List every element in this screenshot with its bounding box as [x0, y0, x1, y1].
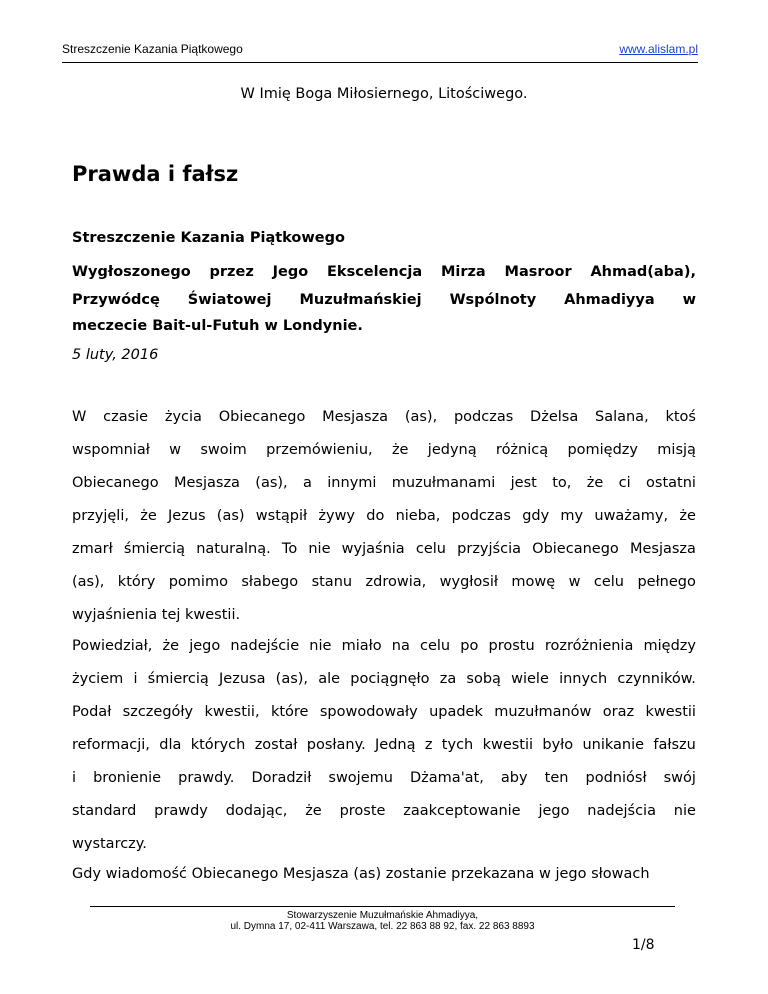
word: prawdy. — [178, 770, 235, 786]
word: Jezus — [168, 508, 206, 524]
word: rozróżnienia — [544, 638, 634, 654]
word: bronienie — [93, 770, 162, 786]
word: nie — [309, 638, 332, 654]
page-header — [62, 40, 698, 63]
word: było — [542, 737, 574, 753]
word: Jego — [272, 264, 309, 280]
word: został — [254, 737, 298, 753]
word: aby — [500, 770, 528, 786]
word: wygłosił — [439, 574, 498, 590]
word: śmiercią — [123, 541, 186, 557]
word: który — [117, 574, 156, 590]
paragraph-text: Gdy wiadomość Obiecanego Mesjasza (as) zostanie przekazana w jego słowach — [72, 866, 650, 882]
document-subtitle: Streszczenie Kazania Piątkowego — [72, 230, 345, 246]
word: (as), — [275, 671, 309, 687]
paragraph-1 — [72, 401, 696, 632]
word: wspomniał — [72, 442, 150, 458]
word: ktoś — [665, 409, 696, 425]
word: przyjścia — [457, 541, 521, 557]
word: życiem — [72, 671, 124, 687]
paragraph-line — [72, 566, 696, 599]
word: Dżama'at, — [410, 770, 484, 786]
word: standard — [72, 803, 137, 819]
word: kwestii — [482, 737, 534, 753]
word: posłany. — [306, 737, 366, 753]
word: nieba, — [395, 508, 441, 524]
header-title: Streszczenie Kazania Piątkowego — [62, 42, 243, 56]
word: Wygłoszonego — [72, 264, 191, 280]
paragraph-line — [72, 500, 696, 533]
word: w — [682, 292, 696, 308]
word: muzułmanami — [391, 475, 496, 491]
word: Jedną — [375, 737, 416, 753]
word: swojemu — [328, 770, 393, 786]
word: szczegóły — [122, 704, 194, 720]
word: Masroor — [504, 264, 572, 280]
word: jedyną — [427, 442, 477, 458]
paragraph-line — [72, 401, 696, 434]
word: prostu — [488, 638, 535, 654]
word: ci — [618, 475, 631, 491]
paragraph-line — [72, 533, 696, 566]
word: przemówieniu, — [266, 442, 373, 458]
word: Mesjasza — [629, 541, 696, 557]
word: dodając, — [225, 803, 288, 819]
word: kwestii, — [204, 704, 260, 720]
word: prawdy — [154, 803, 208, 819]
word: Mesjasza — [173, 475, 240, 491]
paragraph-line — [72, 467, 696, 500]
word: jego — [538, 803, 570, 819]
word: Jezusa — [219, 671, 266, 687]
paragraph-line — [72, 795, 696, 828]
word: wyjaśnia — [341, 541, 405, 557]
footer-address: ul. Dymna 17, 02-411 Warszawa, tel. 22 863 88 92, fax. 22 863 8893 — [230, 921, 535, 932]
word: Obiecanego — [72, 475, 159, 491]
word: Obiecanego — [218, 409, 306, 425]
word: które — [270, 704, 309, 720]
word: Przywódcę — [72, 292, 160, 308]
word: wiele — [511, 671, 549, 687]
paragraph-text: wyjaśnienia tej kwestii. — [72, 607, 241, 623]
word: uważamy, — [594, 508, 669, 524]
word: (as), — [255, 475, 288, 491]
word: gdy — [522, 508, 550, 524]
word: ten — [544, 770, 569, 786]
word: Ekscelencja — [327, 264, 423, 280]
word: oraz — [602, 704, 635, 720]
delivered-by-line-3 — [72, 318, 696, 334]
word: reformacji, — [72, 737, 150, 753]
invocation-line: W Imię Boga Miłosiernego, Litościwego. — [240, 86, 528, 102]
word: W — [72, 409, 87, 425]
word: różnicą — [495, 442, 549, 458]
word: Doradził — [251, 770, 312, 786]
word: żywy — [318, 508, 356, 524]
word: celu — [593, 574, 625, 590]
word: których — [190, 737, 246, 753]
word: przyjęli, — [72, 508, 129, 524]
paragraph-line — [72, 858, 696, 891]
word: że — [162, 638, 180, 654]
word: Ahmadiyya — [564, 292, 655, 308]
word: To — [281, 541, 298, 557]
word: czynników. — [617, 671, 696, 687]
word: Podał — [72, 704, 112, 720]
page-number: 1/8 — [632, 937, 655, 953]
word: za — [439, 671, 457, 687]
word: nadejście — [230, 638, 300, 654]
word: swoim — [200, 442, 247, 458]
word: jest — [510, 475, 537, 491]
paragraph-line — [72, 630, 696, 663]
delivered-by-location: meczecie Bait-ul-Futuh w Londynie. — [72, 318, 363, 334]
word: pomimo — [168, 574, 228, 590]
paragraph-line — [72, 663, 696, 696]
word: nadejścia — [587, 803, 656, 819]
word: pełnego — [637, 574, 696, 590]
word: my — [560, 508, 584, 524]
word: podczas — [453, 409, 514, 425]
word: miało — [341, 638, 382, 654]
word: że — [305, 803, 322, 819]
page-footer — [90, 906, 675, 932]
word: i — [133, 671, 138, 687]
word: i — [72, 770, 77, 786]
word: dla — [159, 737, 182, 753]
word: pomiędzy — [567, 442, 638, 458]
word: upadek — [429, 704, 483, 720]
word: że — [391, 442, 409, 458]
paragraph-line — [72, 762, 696, 795]
word: przez — [209, 264, 254, 280]
word: naturalną. — [196, 541, 271, 557]
word: swój — [663, 770, 696, 786]
word: to, — [552, 475, 572, 491]
word: stanu — [311, 574, 353, 590]
word: że — [140, 508, 157, 524]
footer-organization: Stowarzyszenie Muzułmańskie Ahmadiyya, — [286, 910, 479, 921]
word: Mesjasza — [322, 409, 389, 425]
word: z — [424, 737, 433, 753]
word: zdrowia, — [365, 574, 427, 590]
sermon-date: 5 luty, 2016 — [72, 347, 159, 363]
word: życia — [164, 409, 202, 425]
word: innych — [559, 671, 608, 687]
word: ostatni — [646, 475, 696, 491]
word: Salana, — [594, 409, 649, 425]
word: w — [568, 574, 581, 590]
word: słabego — [241, 574, 299, 590]
word: unikanie — [582, 737, 645, 753]
word: śmiercią — [147, 671, 209, 687]
word: sobą — [466, 671, 501, 687]
paragraph-line — [72, 828, 696, 861]
word: celu — [420, 638, 451, 654]
word: Obiecanego — [532, 541, 619, 557]
word: kwestii — [645, 704, 696, 720]
word: między — [643, 638, 696, 654]
word: że — [679, 508, 696, 524]
word: na — [391, 638, 410, 654]
word: (as), — [404, 409, 438, 425]
header-link[interactable]: www.alislam.pl — [619, 42, 698, 56]
word: zmarł — [72, 541, 113, 557]
word: zaakceptowanie — [403, 803, 521, 819]
word: podniósł — [585, 770, 647, 786]
word: Muzułmańskiej — [299, 292, 422, 308]
word: nie — [673, 803, 696, 819]
word: Ahmad(aba), — [590, 264, 696, 280]
word: Światowej — [187, 292, 272, 308]
word: wstąpił — [255, 508, 308, 524]
word: w — [169, 442, 182, 458]
paragraph-text: wystarczy. — [72, 836, 147, 852]
word: po — [460, 638, 479, 654]
delivered-by-line-2 — [72, 292, 696, 308]
word: fałszu — [653, 737, 696, 753]
word: czasie — [103, 409, 149, 425]
word: innymi — [327, 475, 377, 491]
word: proste — [339, 803, 386, 819]
word: podczas — [451, 508, 511, 524]
paragraph-line — [72, 599, 696, 632]
word: (as), — [72, 574, 105, 590]
word: celu — [415, 541, 446, 557]
word: pociągnęło — [350, 671, 430, 687]
paragraph-line — [72, 434, 696, 467]
word: muzułmanów — [494, 704, 592, 720]
word: Mirza — [440, 264, 486, 280]
paragraph-3 — [72, 858, 696, 891]
word: misją — [657, 442, 696, 458]
word: jego — [189, 638, 221, 654]
word: (as) — [216, 508, 245, 524]
word: Powiedział, — [72, 638, 153, 654]
delivered-by-line-1 — [72, 264, 696, 280]
word: że — [586, 475, 604, 491]
document-title: Prawda i fałsz — [72, 162, 239, 186]
word: mowę — [511, 574, 556, 590]
paragraph-line — [72, 729, 696, 762]
paragraph-line — [72, 696, 696, 729]
word: spowodowały — [319, 704, 418, 720]
word: do — [366, 508, 385, 524]
paragraph-2 — [72, 630, 696, 861]
word: nie — [308, 541, 331, 557]
word: Dżelsa — [530, 409, 579, 425]
word: a — [303, 475, 312, 491]
word: Wspólnoty — [449, 292, 537, 308]
word: ale — [318, 671, 341, 687]
word: tych — [441, 737, 474, 753]
